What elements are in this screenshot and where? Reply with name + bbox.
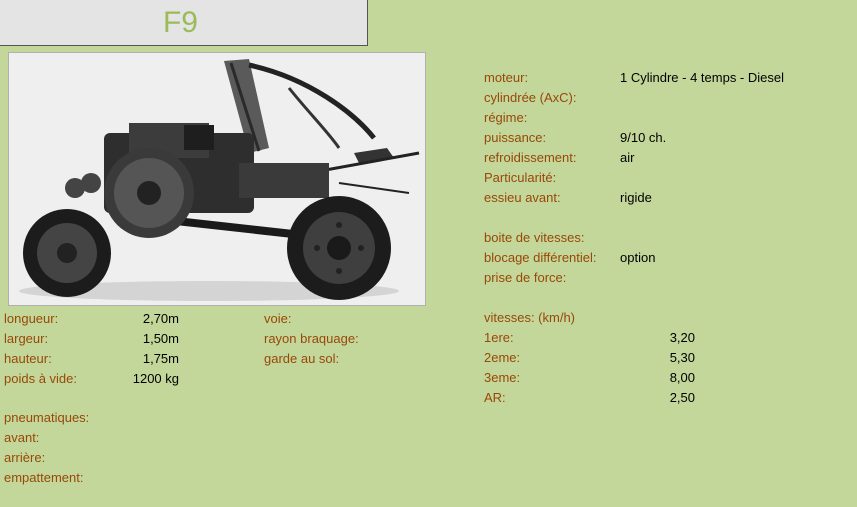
tyres-label: pneumatiques: <box>4 410 90 425</box>
speed-1-value: 3,20 <box>669 330 695 345</box>
model-title: F9 <box>162 5 198 39</box>
title-box <box>0 0 368 46</box>
tractor-photo <box>8 52 426 306</box>
weight-label: poids à vide: <box>4 371 77 386</box>
rpm-label: régime: <box>484 110 528 125</box>
diff-lock-label: blocage différentiel: <box>484 250 597 265</box>
length-value: 2,70m <box>142 311 179 326</box>
height-label: hauteur: <box>4 351 52 366</box>
pto-label: prise de force: <box>484 270 567 285</box>
ground-clearance-label: garde au sol: <box>264 351 340 366</box>
speed-3-value: 8,00 <box>669 370 695 385</box>
diff-lock-value: option <box>620 250 656 265</box>
speed-1-label: 1ere: <box>484 330 514 345</box>
rear-tyres-label: arrière: <box>4 450 46 465</box>
speed-3-label: 3eme: <box>484 370 521 385</box>
feature-label: Particularité: <box>484 170 557 185</box>
width-value: 1,50m <box>142 331 179 346</box>
turning-radius-label: rayon braquage: <box>264 331 359 346</box>
speed-2-label: 2eme: <box>484 350 521 365</box>
front-tyres-label: avant: <box>4 430 40 445</box>
cooling-value: air <box>620 150 635 165</box>
weight-value: 1200 kg <box>132 371 179 386</box>
speeds-header: vitesses: (km/h) <box>484 310 576 325</box>
front-axle-value: rigide <box>620 190 652 205</box>
engine-label: moteur: <box>484 70 529 85</box>
engine-value: 1 Cylindre - 4 temps - Diesel <box>620 70 784 85</box>
width-label: largeur: <box>4 331 49 346</box>
speed-reverse-value: 2,50 <box>669 390 695 405</box>
length-label: longueur: <box>4 311 59 326</box>
track-label: voie: <box>264 311 292 326</box>
front-axle-label: essieu avant: <box>484 190 561 205</box>
gearbox-label: boite de vitesses: <box>484 230 585 245</box>
height-value: 1,75m <box>142 351 179 366</box>
displacement-label: cylindrée (AxC): <box>484 90 577 105</box>
cooling-label: refroidissement: <box>484 150 577 165</box>
speed-reverse-label: AR: <box>484 390 506 405</box>
tractor-with-mower-photo-icon <box>9 53 425 305</box>
power-label: puissance: <box>484 130 547 145</box>
speed-2-value: 5,30 <box>669 350 695 365</box>
wheelbase-label: empattement: <box>4 470 84 485</box>
power-value: 9/10 ch. <box>620 130 667 145</box>
